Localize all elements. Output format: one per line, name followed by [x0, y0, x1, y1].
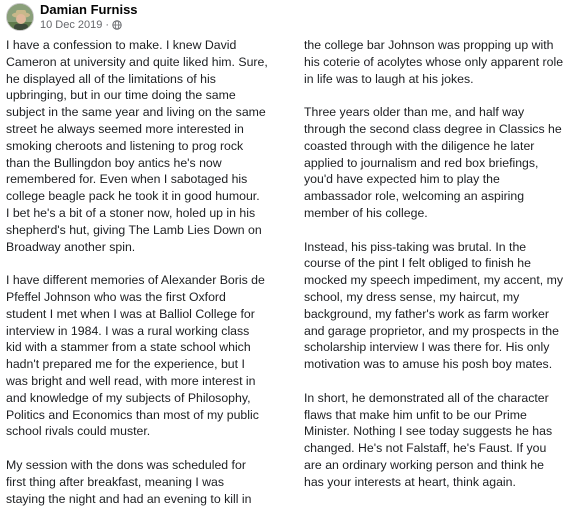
post-text-right-column — [304, 37, 566, 507]
globe-icon[interactable] — [112, 20, 122, 30]
text-line: Politics and Economics than most of my public — [6, 407, 259, 422]
text-line: and knowledge of my subjects of Philosophy, — [6, 390, 251, 405]
text-line: shepherd's hut, giving The Lamb Lies Down on — [6, 222, 262, 237]
text-line: than the Bullingdon boy antics he's now — [6, 155, 222, 170]
text-line: coasted through with the diligence he later — [304, 138, 535, 153]
paragraph — [304, 37, 566, 87]
text-line: through the second class degree in Classics he — [304, 121, 562, 136]
text-line: My session with the dons was scheduled for — [6, 457, 246, 472]
text-line: scholarship interview I was there for. His only — [304, 340, 550, 355]
text-line: school, my dress sense, my haircut, my — [304, 289, 520, 304]
text-line: and garage proprietor, and my prospects in the — [304, 323, 559, 338]
text-line: ambassador role, welcoming an aspiring — [304, 189, 525, 204]
avatar[interactable] — [6, 3, 34, 31]
text-line: first thing after breakfast, meaning I was — [6, 474, 225, 489]
post-meta — [40, 19, 122, 31]
text-line: Instead, his piss-taking was brutal. In the — [304, 239, 527, 254]
text-line: Three years older than me, and half way — [304, 105, 525, 120]
paragraph — [304, 239, 566, 373]
meta-separator: · — [105, 19, 110, 31]
text-line: in life was to laugh at his jokes. — [304, 71, 474, 86]
paragraph — [6, 37, 288, 255]
text-line: upbringing, but in our time doing the same — [6, 88, 236, 103]
text-line: background, my father's work as farm worker — [304, 306, 549, 321]
text-line: college beagle pack he took it in good humour. — [6, 189, 260, 204]
text-line: hadn't prepared me for the experience, but I — [6, 357, 245, 372]
text-line: are an ordinary working person and think he — [304, 457, 544, 472]
text-line: flaws that make him unfit to be our Prime — [304, 407, 527, 422]
text-line: subject in the same year and living on the same — [6, 105, 266, 120]
post-header — [6, 1, 286, 37]
text-line: Broadway another spin. — [6, 239, 136, 254]
text-line: member of his college. — [304, 205, 428, 220]
post-text-left-column — [6, 37, 288, 524]
text-line: course of the pint I felt obliged to finish he — [304, 256, 531, 271]
text-line: the college bar Johnson was propping up with — [304, 38, 554, 52]
text-line: remembered for. Even when I sabotaged his — [6, 172, 248, 187]
text-line: I bet he's a bit of a stoner now, holed up in his — [6, 205, 256, 220]
text-line: was bright and well read, with more interest in — [6, 373, 256, 388]
text-line: Minister. Nothing I see today suggests he has — [304, 424, 553, 439]
text-line: Cameron at university and quite liked him. Sure, — [6, 54, 268, 69]
paragraph — [6, 272, 288, 440]
text-line: changed. He's not Falstaff, he's Faust. If you — [304, 441, 547, 456]
paragraph — [304, 390, 566, 491]
text-line: motivation was to amuse his posh boy mates. — [304, 357, 553, 372]
text-line: interview in 1984. I was a rural working class — [6, 323, 250, 338]
text-line: has your interests at heart, think again. — [304, 474, 516, 489]
text-line: you'd have expected him to play the — [304, 172, 500, 187]
text-line: street he always seemed more interested in — [6, 121, 244, 136]
avatar-image — [7, 4, 34, 31]
author-name[interactable]: Damian Furniss — [40, 2, 138, 17]
text-line: Pfeffel Johnson who was the first Oxford — [6, 289, 226, 304]
paragraph — [6, 457, 288, 507]
text-line: In short, he demonstrated all of the character — [304, 390, 549, 405]
text-line: smoking cheroots and listening to prog rock — [6, 138, 244, 153]
text-line: he displayed all of the limitations of his — [6, 71, 216, 86]
text-line: staying the night and had an evening to kill in — [6, 491, 252, 506]
text-line: school rivals could muster. — [6, 424, 151, 439]
post-date[interactable]: 10 Dec 2019 — [40, 19, 103, 31]
text-line: kid with a stammer from a state school which — [6, 340, 251, 355]
text-line: I have different memories of Alexander Boris de — [6, 273, 265, 288]
text-line: I have a confession to make. I knew David — [6, 38, 237, 52]
text-line: student I met when I was at Balliol College for — [6, 306, 255, 321]
text-line: applied to journalism and red box briefings, — [304, 155, 539, 170]
text-line: his coterie of acolytes whose only apparent role — [304, 54, 564, 69]
text-line: mocked my speech impediment, my accent, my — [304, 273, 564, 288]
paragraph — [304, 104, 566, 222]
